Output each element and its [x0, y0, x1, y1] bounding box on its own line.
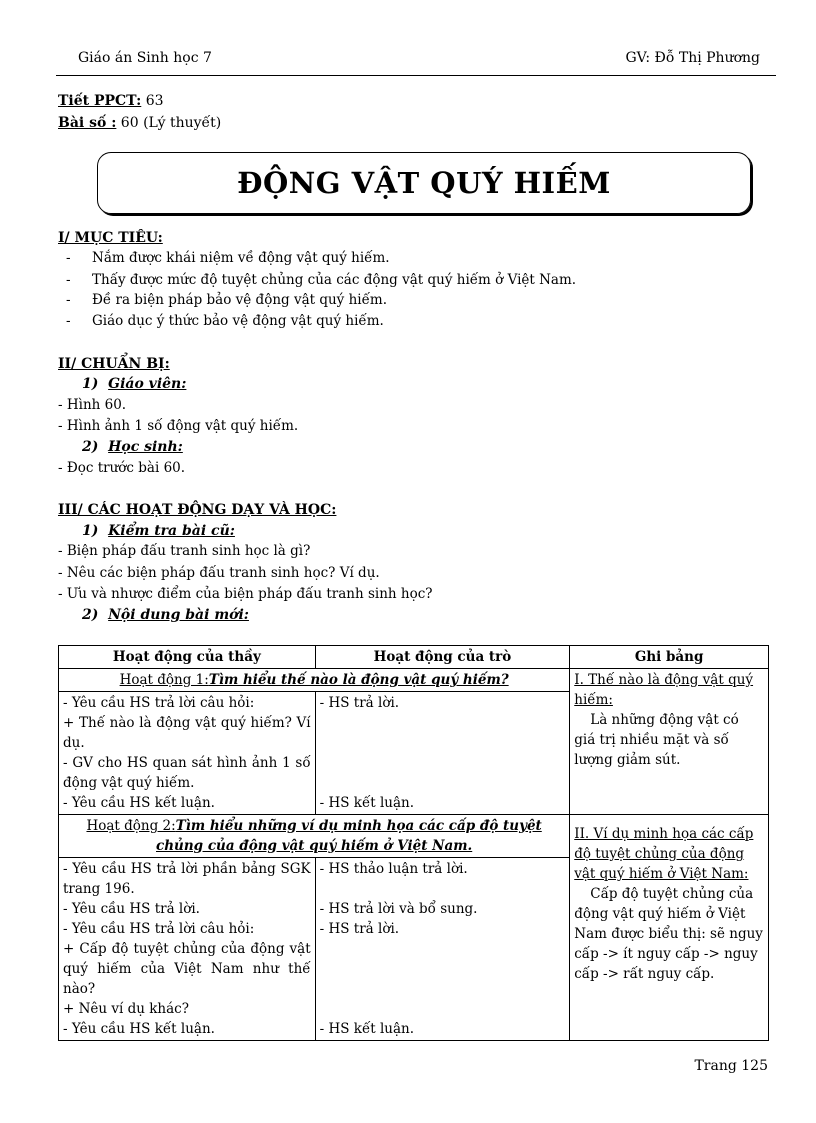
col-header-student: Hoạt động của trò	[315, 646, 570, 669]
teacher-step: - Yêu cầu HS kết luận.	[63, 795, 215, 811]
objective-text: Giáo dục ý thức bảo vệ động vật quý hiếm.	[92, 313, 384, 329]
section-activities-heading: III/ CÁC HOẠT ĐỘNG DẠY VÀ HỌC:	[58, 502, 337, 518]
teacher-prep-label: Giáo viên:	[108, 376, 187, 392]
activity-2-board	[570, 815, 769, 1041]
activity-1-title-row	[59, 669, 769, 692]
board-1-title: I. Thế nào là động vật quý hiếm:	[574, 672, 754, 708]
activity-2-teacher	[59, 858, 316, 1041]
col-header-teacher: Hoạt động của thầy	[59, 646, 316, 669]
board-2-title: II. Ví dụ minh họa các cấp độ tuyệt chủng của động vật quý hiếm ở Việt Nam:	[574, 826, 754, 882]
period-value: 63	[141, 93, 164, 109]
review-question: - Ưu và nhược điểm của biện pháp đấu tranh sinh học?	[58, 586, 433, 602]
header-rule	[56, 75, 776, 76]
student-prep-number: 2)	[82, 439, 99, 455]
teacher-step: + Thế nào là động vật quý hiếm? Ví dụ.	[63, 715, 311, 751]
activity-1-title	[59, 669, 570, 692]
lesson-period	[58, 93, 164, 109]
table-header-row	[59, 646, 769, 669]
teacher-step: - Yêu cầu HS trả lời câu hỏi:	[63, 921, 255, 937]
student-step: - HS thảo luận trả lời.	[319, 861, 468, 877]
lesson-table	[58, 645, 769, 1041]
title-box	[97, 152, 751, 214]
review-number: 1)	[82, 523, 99, 539]
objective-item: - Giáo dục ý thức bảo vệ động vật quý hiếm.	[66, 313, 384, 329]
activity-1-teacher	[59, 692, 316, 815]
teacher-prep-number: 1)	[82, 376, 99, 392]
new-content-number: 2)	[82, 607, 99, 623]
col-header-board: Ghi bảng	[570, 646, 769, 669]
objective-item: - Thấy được mức độ tuyệt chủng của các động vật quý hiếm ở Việt Nam.	[66, 272, 577, 288]
review-heading	[82, 523, 235, 539]
teacher-step: + Nêu ví dụ khác?	[63, 1001, 189, 1017]
activity-2-title-row	[59, 815, 769, 858]
activity-1-prefix: Hoạt động 1:	[119, 672, 209, 688]
lesson-number	[58, 115, 221, 131]
student-prep-item: - Đọc trước bài 60.	[58, 460, 186, 476]
review-label: Kiểm tra bài cũ:	[108, 523, 235, 539]
objective-item: - Nắm được khái niệm về động vật quý hiếm.	[66, 250, 390, 266]
teacher-step: - Yêu cầu HS trả lời.	[63, 901, 200, 917]
page-number: Trang 125	[694, 1058, 768, 1074]
teacher-prep-item: - Hình ảnh 1 số động vật quý hiếm.	[58, 418, 299, 434]
teacher-prep-item: - Hình 60.	[58, 397, 127, 413]
review-question: - Biện pháp đấu tranh sinh học là gì?	[58, 543, 311, 559]
section-objectives-heading: I/ MỤC TIÊU:	[58, 230, 163, 246]
activity-2-prefix: Hoạt động 2:	[86, 818, 176, 834]
section-preparation-heading: II/ CHUẨN BỊ:	[58, 356, 170, 372]
teacher-prep-heading	[82, 376, 186, 392]
header-teacher: GV: Đỗ Thị Phương	[625, 50, 760, 66]
teacher-step: + Cấp độ tuyệt chủng của động vật quý hiếm của Việt Nam như thế nào?	[63, 941, 311, 997]
student-prep-heading	[82, 439, 183, 455]
activity-1-student	[315, 692, 570, 815]
student-step: - HS kết luận.	[319, 1021, 415, 1037]
activity-2-heading: Tìm hiểu những ví dụ minh họa các cấp độ tuyệt chủng của động vật quý hiếm ở Việt Nam.	[156, 818, 542, 854]
new-content-label: Nội dung bài mới:	[108, 607, 249, 623]
student-step: - HS trả lời và bổ sung.	[319, 901, 478, 917]
activity-1-board	[570, 669, 769, 815]
teacher-step: - Yêu cầu HS trả lời câu hỏi:	[63, 695, 255, 711]
objective-text: Thấy được mức độ tuyệt chủng của các động vật quý hiếm ở Việt Nam.	[92, 272, 577, 288]
student-prep-label: Học sinh:	[108, 439, 183, 455]
teacher-step: - GV cho HS quan sát hình ảnh 1 số động vật quý hiếm.	[63, 755, 311, 791]
lesson-label: Bài số :	[58, 115, 117, 131]
review-question: - Nêu các biện pháp đấu tranh sinh học? Ví dụ.	[58, 565, 380, 581]
page-title: ĐỘNG VẬT QUÝ HIẾM	[237, 166, 611, 200]
header-subject: Giáo án Sinh học 7	[78, 50, 212, 66]
new-content-heading	[82, 607, 249, 623]
board-2-text: Cấp độ tuyệt chủng của động vật quý hiếm ở Việt Nam được biểu thị: sẽ nguy cấp -> ít nguy cấp -> nguy cấp -> rất nguy cấp.	[574, 886, 763, 982]
period-label: Tiết PPCT:	[58, 93, 142, 109]
student-step: - HS trả lời.	[319, 695, 400, 711]
teacher-step: - Yêu cầu HS kết luận.	[63, 1021, 215, 1037]
lesson-value: 60 (Lý thuyết)	[116, 115, 222, 131]
student-step: - HS kết luận.	[319, 795, 415, 811]
objective-text: Đề ra biện pháp bảo vệ động vật quý hiếm.	[92, 292, 388, 308]
teacher-step: - Yêu cầu HS trả lời phần bảng SGK trang 196.	[63, 861, 311, 897]
activity-1-heading: Tìm hiểu thế nào là động vật quý hiếm?	[208, 672, 509, 688]
student-step: - HS trả lời.	[319, 921, 400, 937]
objective-item: - Đề ra biện pháp bảo vệ động vật quý hiếm.	[66, 292, 388, 308]
activity-2-title	[59, 815, 570, 858]
board-1-text: Là những động vật có giá trị nhiều mặt và số lượng giảm sút.	[574, 712, 739, 768]
activity-2-student	[315, 858, 570, 1041]
objective-text: Nắm được khái niệm về động vật quý hiếm.	[92, 250, 390, 266]
